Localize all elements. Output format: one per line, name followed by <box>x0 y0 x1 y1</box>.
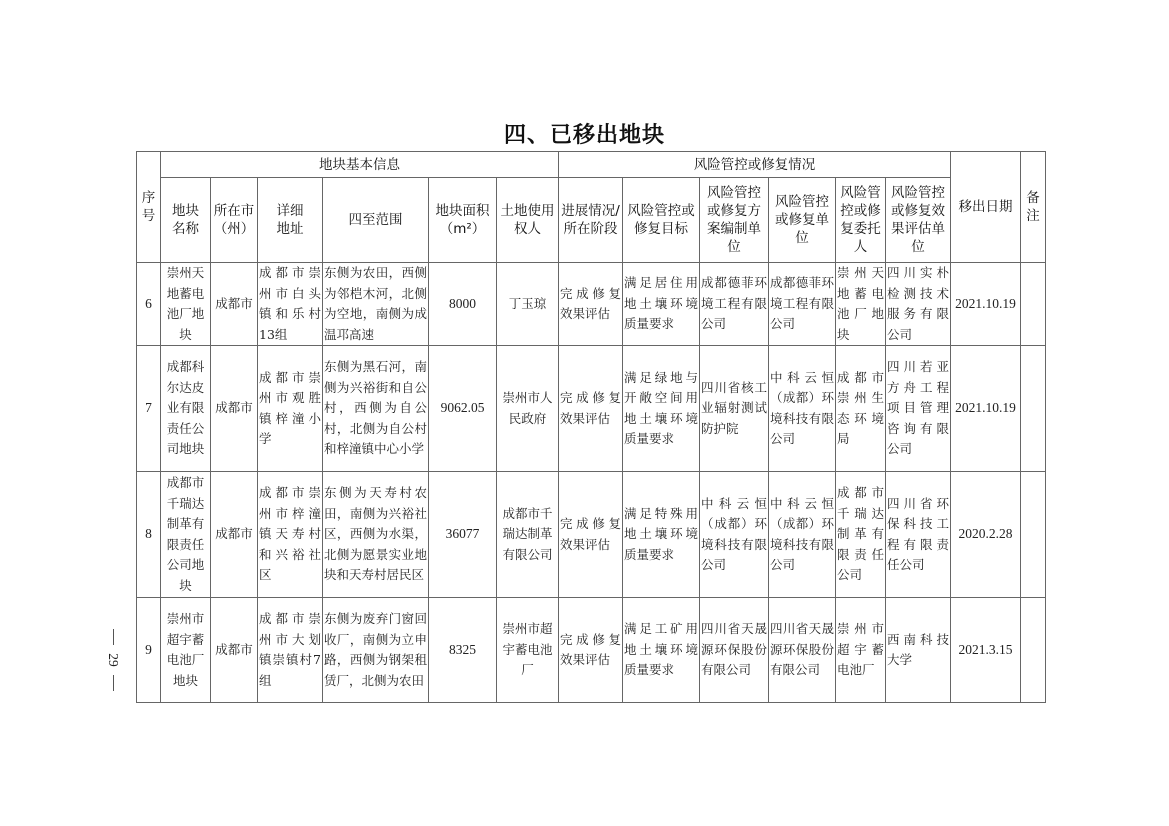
cell-plot-name: 成都科尔达皮业有限责任公司地块 <box>161 346 211 472</box>
cell-target: 满足特殊用地土壤环境质量要求 <box>623 472 700 598</box>
cell-eval-unit: 西南科技大学 <box>886 598 951 703</box>
header-land-user: 土地使用权人 <box>497 178 559 263</box>
header-client: 风险管控或修复委托人 <box>836 178 886 263</box>
cell-client: 崇州市超宇蓄电池厂 <box>836 598 886 703</box>
cell-remark <box>1021 346 1046 472</box>
cell-area: 9062.05 <box>429 346 497 472</box>
header-removal-date: 移出日期 <box>951 152 1021 263</box>
cell-plan-unit: 成都德菲环境工程有限公司 <box>700 263 769 346</box>
header-exec-unit: 风险管控或修复单位 <box>769 178 836 263</box>
cell-boundary: 东侧为黑石河，南侧为兴裕街和自公村，西侧为自公村，北侧为自公村和梓潼镇中心小学 <box>323 346 429 472</box>
header-boundary: 四至范围 <box>323 178 429 263</box>
cell-area: 8325 <box>429 598 497 703</box>
cell-progress: 完成修复效果评估 <box>559 472 623 598</box>
cell-removal-date: 2021.10.19 <box>951 346 1021 472</box>
header-plan-unit: 风险管控或修复方案编制单位 <box>700 178 769 263</box>
cell-eval-unit: 四川若亚方舟工程项目管理咨询有限公司 <box>886 346 951 472</box>
cell-eval-unit: 四川实朴检测技术服务有限公司 <box>886 263 951 346</box>
cell-area: 36077 <box>429 472 497 598</box>
header-address: 详细地址 <box>258 178 323 263</box>
page-number-dash-top <box>113 629 114 645</box>
header-group-risk-control: 风险管控或修复情况 <box>559 152 951 178</box>
cell-exec-unit: 中科云恒（成都）环境科技有限公司 <box>769 472 836 598</box>
cell-address: 成都市崇州市梓潼镇天寿村和兴裕社区 <box>258 472 323 598</box>
cell-city: 成都市 <box>211 263 258 346</box>
cell-plot-name: 崇州天地蓄电池厂地块 <box>161 263 211 346</box>
cell-plot-name: 成都市千瑞达制革有限责任公司地块 <box>161 472 211 598</box>
cell-boundary: 东侧为农田，西侧为邻桤木河，北侧为空地，南侧为成温邛高速 <box>323 263 429 346</box>
cell-exec-unit: 成都德菲环境工程有限公司 <box>769 263 836 346</box>
cell-remark <box>1021 263 1046 346</box>
cell-exec-unit: 四川省天晟源环保股份有限公司 <box>769 598 836 703</box>
cell-seq: 6 <box>137 263 161 346</box>
cell-plan-unit: 中科云恒（成都）环境科技有限公司 <box>700 472 769 598</box>
cell-land-user: 丁玉琼 <box>497 263 559 346</box>
cell-seq: 8 <box>137 472 161 598</box>
cell-target: 满足绿地与开敞空间用地土壤环境质量要求 <box>623 346 700 472</box>
page-number-value: 29 <box>106 653 121 667</box>
page-number-dash-bottom <box>113 675 114 691</box>
cell-exec-unit: 中科云恒（成都）环境科技有限公司 <box>769 346 836 472</box>
cell-remark <box>1021 472 1046 598</box>
cell-plot-name: 崇州市超宇蓄电池厂地块 <box>161 598 211 703</box>
table-row <box>137 346 1046 472</box>
cell-target: 满足居住用地土壤环境质量要求 <box>623 263 700 346</box>
header-target: 风险管控或修复目标 <box>623 178 700 263</box>
cell-boundary: 东侧为废弃门窗回收厂，南侧为立申路，西侧为钢架租赁厂，北侧为农田 <box>323 598 429 703</box>
cell-city: 成都市 <box>211 472 258 598</box>
cell-plan-unit: 四川省天晟源环保股份有限公司 <box>700 598 769 703</box>
cell-city: 成都市 <box>211 346 258 472</box>
header-group-basic-info: 地块基本信息 <box>161 152 559 178</box>
cell-client: 崇州天地蓄电池厂地块 <box>836 263 886 346</box>
table-row <box>137 263 1046 346</box>
header-area: 地块面积（m²） <box>429 178 497 263</box>
cell-target: 满足工矿用地土壤环境质量要求 <box>623 598 700 703</box>
cell-plan-unit: 四川省核工业辐射测试防护院 <box>700 346 769 472</box>
cell-land-user: 崇州市人民政府 <box>497 346 559 472</box>
cell-progress: 完成修复效果评估 <box>559 263 623 346</box>
cell-land-user: 崇州市超宇蓄电池厂 <box>497 598 559 703</box>
cell-remark <box>1021 598 1046 703</box>
cell-client: 成都市千瑞达制革有限责任公司 <box>836 472 886 598</box>
removed-plots-table <box>136 151 1046 703</box>
cell-boundary: 东侧为天寿村农田，南侧为兴裕社区，西侧为水渠，北侧为愿景实业地块和天寿村居民区 <box>323 472 429 598</box>
header-seq: 序号 <box>137 152 161 263</box>
header-progress: 进展情况/所在阶段 <box>559 178 623 263</box>
cell-area: 8000 <box>429 263 497 346</box>
cell-land-user: 成都市千瑞达制革有限公司 <box>497 472 559 598</box>
cell-city: 成都市 <box>211 598 258 703</box>
cell-address: 成都市崇州市白头镇和乐村13组 <box>258 263 323 346</box>
page-number <box>98 620 128 700</box>
cell-eval-unit: 四川省环保科技工程有限责任公司 <box>886 472 951 598</box>
header-plot-name: 地块名称 <box>161 178 211 263</box>
cell-removal-date: 2021.3.15 <box>951 598 1021 703</box>
header-remark: 备注 <box>1021 152 1046 263</box>
cell-seq: 9 <box>137 598 161 703</box>
table-row <box>137 472 1046 598</box>
cell-address: 成都市崇州市观胜镇梓潼小学 <box>258 346 323 472</box>
cell-client: 成都市崇州生态环境局 <box>836 346 886 472</box>
cell-address: 成都市崇州市大划镇崇镇村7组 <box>258 598 323 703</box>
cell-progress: 完成修复效果评估 <box>559 346 623 472</box>
cell-removal-date: 2020.2.28 <box>951 472 1021 598</box>
cell-seq: 7 <box>137 346 161 472</box>
cell-removal-date: 2021.10.19 <box>951 263 1021 346</box>
page-title: 四、已移出地块 <box>503 123 665 148</box>
header-city: 所在市（州） <box>211 178 258 263</box>
cell-progress: 完成修复效果评估 <box>559 598 623 703</box>
header-eval-unit: 风险管控或修复效果评估单位 <box>886 178 951 263</box>
table-row <box>137 598 1046 703</box>
